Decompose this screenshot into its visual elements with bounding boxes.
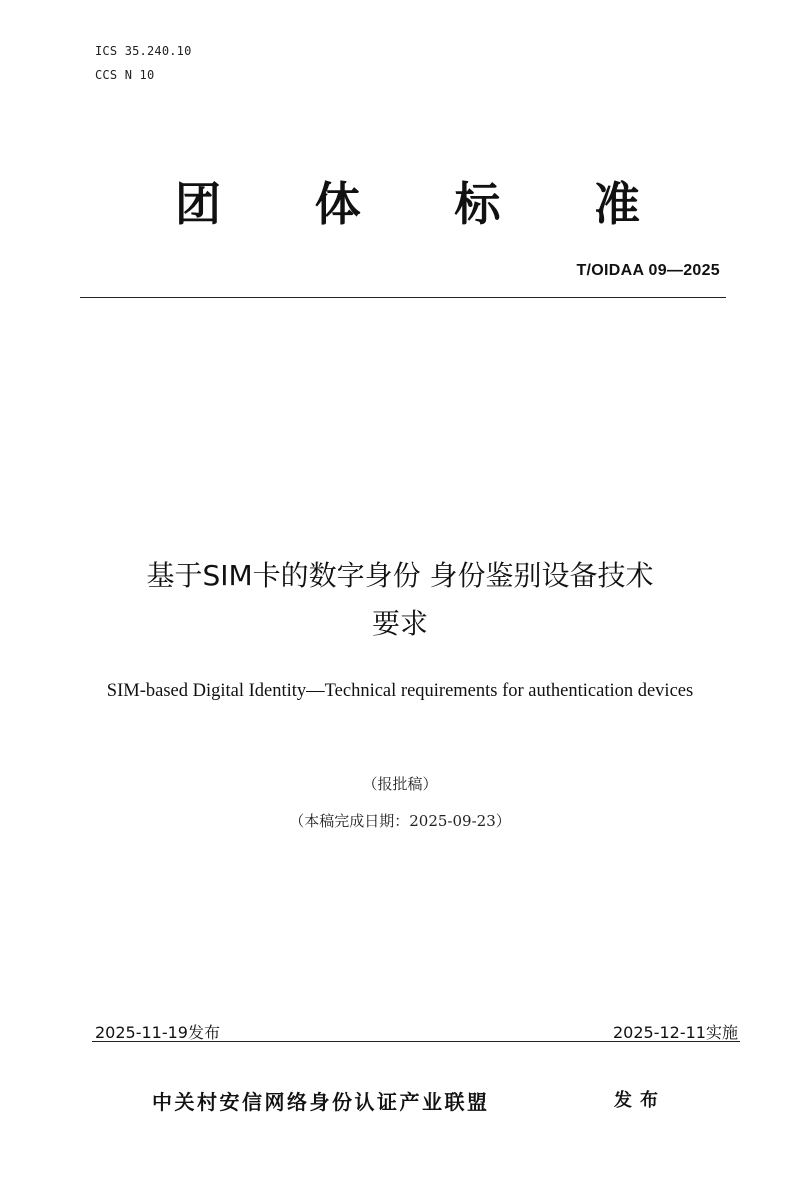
chinese-title [60,552,740,648]
draft-stage-label: （报批稿） [362,775,438,793]
doc-type-char: 准 [593,177,640,231]
draft-completion-date: （本稿完成日期：2025-09-23） [289,812,511,830]
header-divider [80,297,726,298]
ccs-code: CCS N 10 [95,68,155,82]
doc-type-char: 团 [175,177,221,231]
doc-type-char: 标 [454,177,501,231]
publisher-name: 中关村安信网络身份认证产业联盟 [152,1090,490,1114]
chinese-title-line-1: 基于SIM卡的数字身份 身份鉴别设备技术 [146,559,654,592]
ics-code: ICS 35.240.10 [95,44,192,58]
document-type-heading [100,168,700,234]
english-title: SIM-based Digital Identity—Technical requirements for authentication devices [106,681,694,701]
footer-divider [92,1041,740,1042]
implementation-date: 2025-12-11实施 [613,1023,738,1042]
standard-number: T/OIDAA 09—2025 [576,262,720,279]
publish-label: 发布 [614,1090,666,1111]
doc-type-char: 体 [314,177,361,231]
publish-date: 2025-11-19发布 [95,1023,220,1042]
chinese-title-line-2: 要求 [371,607,428,640]
